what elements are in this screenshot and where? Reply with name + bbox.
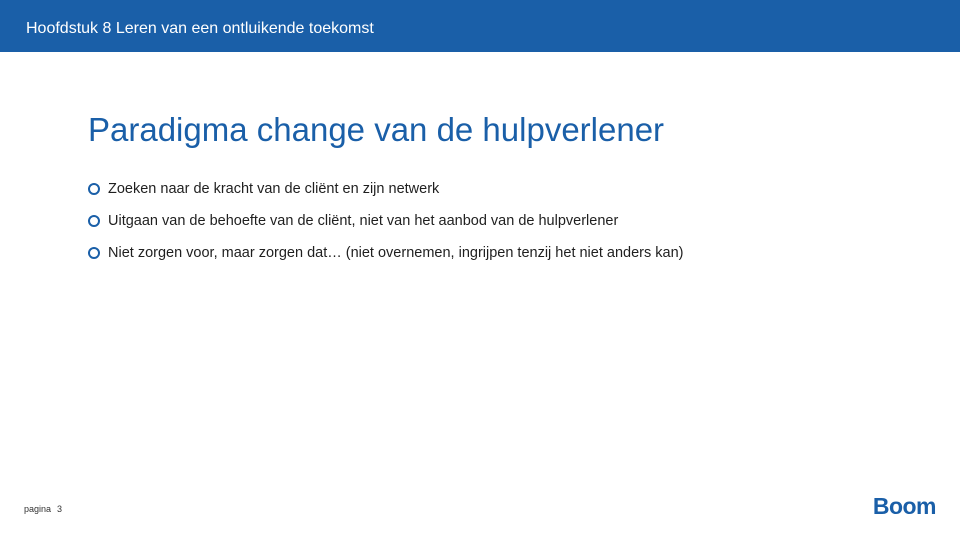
circle-outline-icon <box>88 247 100 259</box>
circle-outline-icon <box>88 215 100 227</box>
header-bar <box>0 0 960 52</box>
slide-title: Paradigma change van de hulpverlener <box>88 111 665 148</box>
bullet-text: Zoeken naar de kracht van de cliënt en zijn netwerk <box>108 181 440 197</box>
page-indicator <box>24 503 62 515</box>
page-label: pagina <box>24 504 52 514</box>
boom-logo: Boom <box>872 493 936 519</box>
page-number: 3 <box>57 504 63 514</box>
chapter-title: Hoofdstuk 8 Leren van een ontluikende toekomst <box>26 20 374 37</box>
bullet-text: Uitgaan van de behoefte van de cliënt, niet van het aanbod van de hulpverlener <box>108 213 619 229</box>
circle-outline-icon <box>88 183 100 195</box>
bullet-text: Niet zorgen voor, maar zorgen dat… (niet overnemen, ingrijpen tenzij het niet anders kan) <box>108 245 684 261</box>
